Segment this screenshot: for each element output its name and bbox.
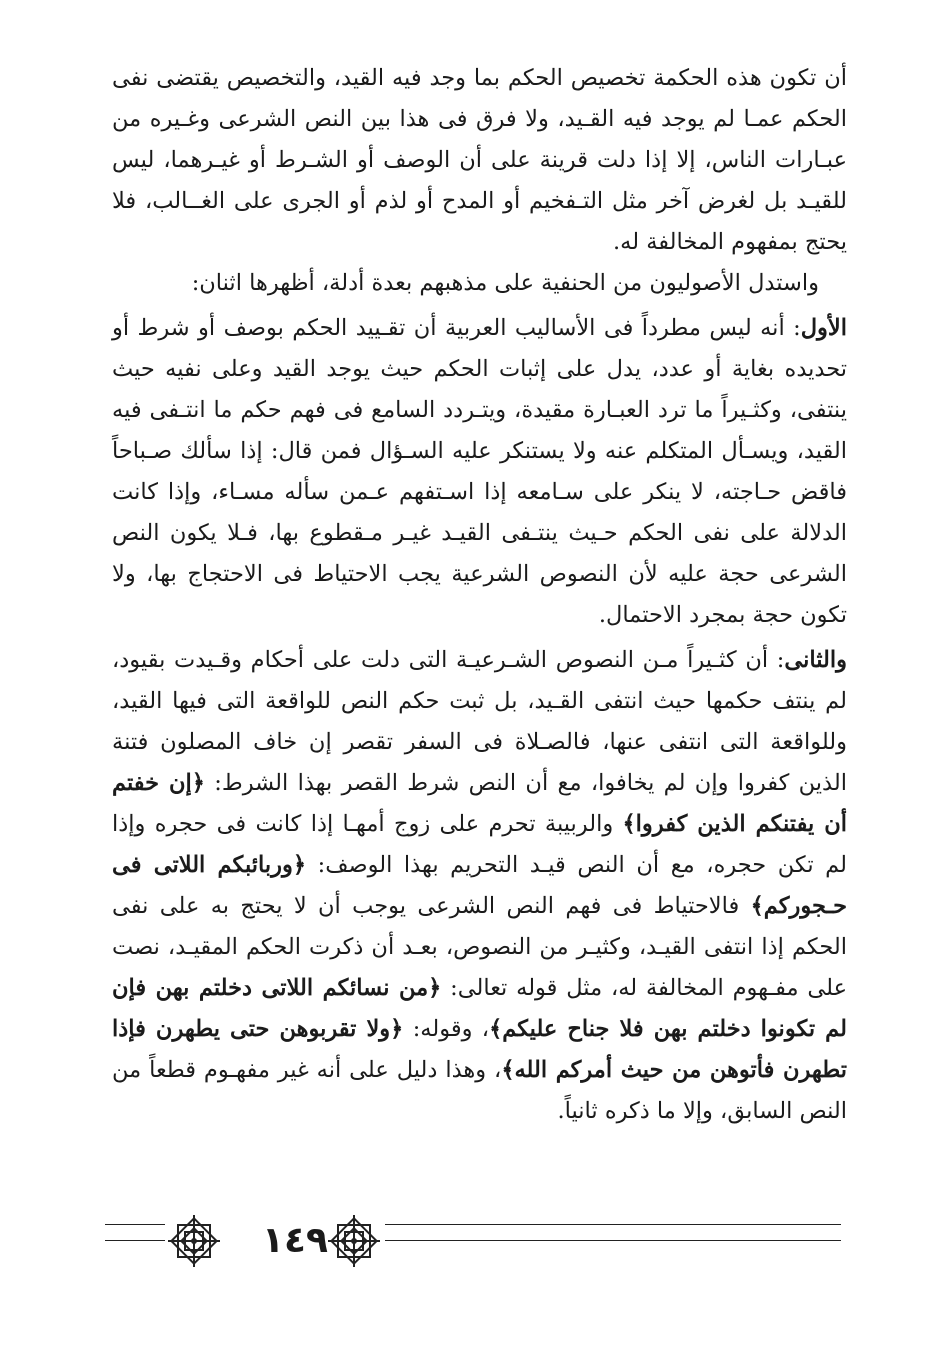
star-ornament-icon [327,1214,381,1268]
paragraph-4-text-d: ، وقوله: [403,1016,490,1042]
paragraph-3 [112,308,847,636]
paragraph-2-text: واستدل الأصوليون من الحنفية على مذهبهم بعدة أدلة، أظهرها اثنان: [191,270,819,296]
page-number: ١٤٩ [262,1220,328,1261]
paragraph-4 [112,640,847,1132]
first-argument-heading: الأول [800,315,847,341]
quran-quote-3: ﴿من نسائكم اللاتى دخلتم بهن فإن لم تكونوا دخلتم بهن فلا جناح عليكم﴾ [112,975,848,1042]
quran-quote-4: ﴿ولا تقربوهن حتى يطهرن فإذا تطهرن فأتوهن من حيث أمركم الله﴾ [112,1016,847,1083]
paragraph-1-text: أن تكون هذه الحكمة تخصيص الحكم بما وجد فيه القيد، والتخصيص يقتضى نفى الحكم عمـا لم يوجد فيه القـيد، ولا فرق فى هذا بين النص الشرعى وغـيره من عبـارات الناس، إلا إذا دلت قرينة على أن الوصف أو الشـرط أو غيـرهما، ليس للقيـد بل لغرض آخر مثل التـفخيم أو المدح أو لذم أو الجرى على الغــالب، فلا يحتج بمفهوم المخالفة له. [112,65,847,255]
quran-quote-2: ﴿وربائبكم اللاتى فى حـجوركم﴾ [112,852,847,919]
footer-rule-left-top [105,1224,165,1225]
body-text [112,58,847,1132]
second-argument-heading: والثانى [784,647,847,673]
paragraph-3-text: : أنه ليس مطرداً فى الأساليب العربية أن تقـييد الحكم بوصف أو شرط أو تحديده بغاية أو عدد، يدل على إثبات الحكم حيث يوجد القيد وعلى نفيه حيث ينتفى، وكثـيراً ما ترد العبـارة مقيدة، ويتـردد السامع فى فهم حكم ما انتـفى فيه القيد، ويسـأل المتكلم عنه ولا يستنكر عليه السـؤال فمن قال: إذا سألك صـباحاً فاقض حـاجته، لا ينكر على سـامعه إذا اسـتفهم عـمن سأله مسـاء، وإذا كانت الدلالة على نفى الحكم حـيث ينتـفى القيـد غيـر مـقطوع بها، فـلا يكون النص الشرعى حجة عليه لأن النصوص الشرعية يجب الاحتياط فى الاحتجاج بها، ولا تكون حجة بمجرد الاحتمال. [112,315,847,628]
footer-rule-right-top [385,1224,841,1225]
paragraph-4-text-a: : أن كثـيراً مـن النصوص الشـرعيـة التى دلت على أحكام وقـيدت بقيود، لم ينتف حكمها حيث انتفى القـيد، بل ثبت حكم النص للواقعة التى فيها القيد، وللواقعة التى انتفى عنها، فالصـلاة فى السفر تقصر إن خاف المصلون فتنة الذين كفروا وإن لم يخافوا، مع أن النص شرط القصر بهذا الشرط: [112,647,847,796]
star-ornament-icon [167,1214,221,1268]
footer-rule-left-bottom [105,1240,165,1241]
paragraph-2 [112,263,847,304]
paragraph-4-text-e: ، وهذا دليل على أنه غير مفهـوم قطعاً من النص السابق، وإلا ما ذكره ثانياً. [112,1057,847,1124]
paragraph-4-text-c: فالاحتياط فى فهم النص الشرعى يوجب أن لا يحتج به على نفى الحكم إذا انتفى القيـد، وكثيـر من النصوص، بعـد أن ذكرت الحكم المقيـد، نصت على مفـهوم المخالفة له، مثل قوله تعالى: [112,893,847,1001]
paragraph-1 [112,58,847,263]
quran-quote-1: ﴿إن خفتم أن يفتنكم الذين كفروا﴾ [112,770,847,837]
footer-rule-right-bottom [385,1240,841,1241]
paragraph-4-text-b: والربيبة تحرم على زوج أمهـا إذا كانت فى حجره وإذا لم تكن حجره، مع أن النص قيـد التحريم بهذا الوصف: [112,811,847,878]
page-footer [105,1210,841,1272]
